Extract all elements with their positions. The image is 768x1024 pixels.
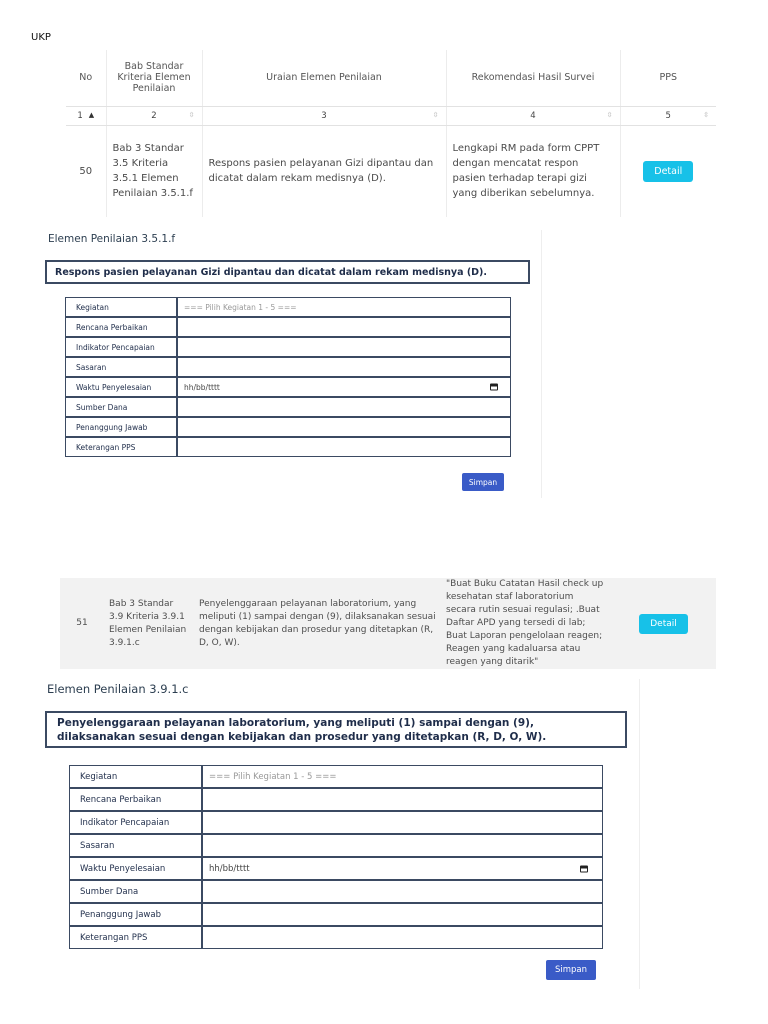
simpan-button[interactable]: Simpan [546, 960, 596, 980]
field-label-keterangan: Keterangan PPS [65, 437, 177, 457]
detail-button[interactable]: Detail [643, 161, 693, 182]
column-number-row [66, 106, 716, 125]
table-row [66, 125, 716, 217]
field-label-penanggung-jawab: Penanggung Jawab [65, 417, 177, 437]
indikator-pencapaian-input[interactable] [177, 337, 511, 357]
page-label: UKP [31, 32, 51, 43]
column-header-rekomendasi: Rekomendasi Hasil Survei [446, 50, 620, 106]
form-panel-3-9-1-c [34, 679, 640, 989]
indikator-pencapaian-input[interactable] [202, 811, 603, 834]
action-plan-form [65, 297, 511, 457]
penanggung-jawab-input[interactable] [202, 903, 603, 926]
row-rekomendasi: "Buat Buku Catatan Hasil check up kesehatan staf laboratorium secara rutin sesuai regulasi; .Buat Daftar APD yang tersedi di lab; Buat Laporan pengelolaan reagen; Reagen yang kadaluarsa atau reagen yang ditarik" [446, 579, 604, 667]
column-header-bab: Bab Standar Kriteria Elemen Penilaian [106, 50, 202, 106]
row-uraian: Penyelenggaraan pelayanan laboratorium, yang meliputi (1) sampai dengan (9), dilaksanakan sesuai dengan kebijakan dan prosedur yang ditetapkan (R, D, O, W). [199, 598, 436, 648]
sumber-dana-input[interactable] [202, 880, 603, 903]
field-label-kegiatan: Kegiatan [65, 297, 177, 317]
detail-button[interactable]: Detail [639, 614, 688, 634]
column-header-pps: PPS [620, 50, 716, 106]
field-label-rencana: Rencana Perbaikan [65, 317, 177, 337]
form-panel-3-5-1-f [34, 230, 542, 498]
penanggung-jawab-input[interactable] [177, 417, 511, 437]
row-number: 51 [76, 618, 88, 628]
field-label-keterangan: Keterangan PPS [69, 926, 202, 949]
field-label-sumber-dana: Sumber Dana [69, 880, 202, 903]
sort-icon: ⇳ [188, 110, 195, 119]
form-title: Elemen Penilaian 3.5.1.f [48, 233, 176, 245]
row-bab: Bab 3 Standar 3.5 Kriteria 3.5.1 Elemen Penilaian 3.5.1.f [106, 125, 202, 217]
form-title: Elemen Penilaian 3.9.1.c [47, 682, 189, 696]
sort-icon: ⇳ [606, 110, 613, 119]
keterangan-pps-input[interactable] [177, 437, 511, 457]
survey-table [66, 50, 716, 217]
row-uraian: Respons pasien pelayanan Gizi dipantau dan dicatat dalam rekam medisnya (D). [202, 125, 446, 217]
table-header-row [66, 50, 716, 106]
simpan-button[interactable]: Simpan [462, 473, 504, 491]
sasaran-input[interactable] [202, 834, 603, 857]
column-number-5[interactable]: 5 ⇳ [620, 106, 716, 125]
column-header-uraian: Uraian Elemen Penilaian [202, 50, 446, 106]
field-label-indikator: Indikator Pencapaian [65, 337, 177, 357]
statement-box: Respons pasien pelayanan Gizi dipantau dan dicatat dalam rekam medisnya (D). [45, 260, 530, 284]
field-label-sasaran: Sasaran [65, 357, 177, 377]
row-number: 50 [66, 125, 106, 217]
action-plan-form [69, 765, 603, 949]
sumber-dana-input[interactable] [177, 397, 511, 417]
column-number-2[interactable]: 2 ⇳ [106, 106, 202, 125]
field-label-sumber-dana: Sumber Dana [65, 397, 177, 417]
waktu-penyelesaian-date-input[interactable]: hh/bb/tttt [202, 857, 603, 880]
row-rekomendasi: Lengkapi RM pada form CPPT dengan mencatat respon pasien terhadap terapi gizi yang diberikan sebelumnya. [446, 125, 620, 217]
calendar-icon[interactable] [580, 865, 588, 872]
field-label-indikator: Indikator Pencapaian [69, 811, 202, 834]
waktu-penyelesaian-date-input[interactable]: hh/bb/tttt [177, 377, 511, 397]
sort-icon: ⇳ [703, 110, 709, 119]
keterangan-pps-input[interactable] [202, 926, 603, 949]
field-label-rencana: Rencana Perbaikan [69, 788, 202, 811]
rencana-perbaikan-input[interactable] [177, 317, 511, 337]
field-label-penanggung-jawab: Penanggung Jawab [69, 903, 202, 926]
field-label-kegiatan: Kegiatan [69, 765, 202, 788]
table-row [60, 578, 716, 669]
kegiatan-select[interactable]: === Pilih Kegiatan 1 - 5 === [202, 765, 603, 788]
calendar-icon[interactable] [490, 384, 498, 391]
sasaran-input[interactable] [177, 357, 511, 377]
column-number-1[interactable]: 1 ▲ [66, 106, 106, 125]
column-number-4[interactable]: 4 ⇳ [446, 106, 620, 125]
field-label-waktu: Waktu Penyelesaian [69, 857, 202, 880]
field-label-waktu: Waktu Penyelesaian [65, 377, 177, 397]
field-label-sasaran: Sasaran [69, 834, 202, 857]
kegiatan-select[interactable]: === Pilih Kegiatan 1 - 5 === [177, 297, 511, 317]
column-header-no: No [66, 50, 106, 106]
row-bab: Bab 3 Standar 3.9 Kriteria 3.9.1 Elemen Penilaian 3.9.1.c [109, 598, 187, 648]
rencana-perbaikan-input[interactable] [202, 788, 603, 811]
sort-icon: ⇳ [432, 110, 439, 119]
statement-box: Penyelenggaraan pelayanan laboratorium, yang meliputi (1) sampai dengan (9), dilaksanakan sesuai dengan kebijakan dan prosedur yang ditetapkan (R, D, O, W). [45, 711, 627, 748]
column-number-3[interactable]: 3 ⇳ [202, 106, 446, 125]
sort-asc-icon: ▲ [88, 110, 95, 119]
